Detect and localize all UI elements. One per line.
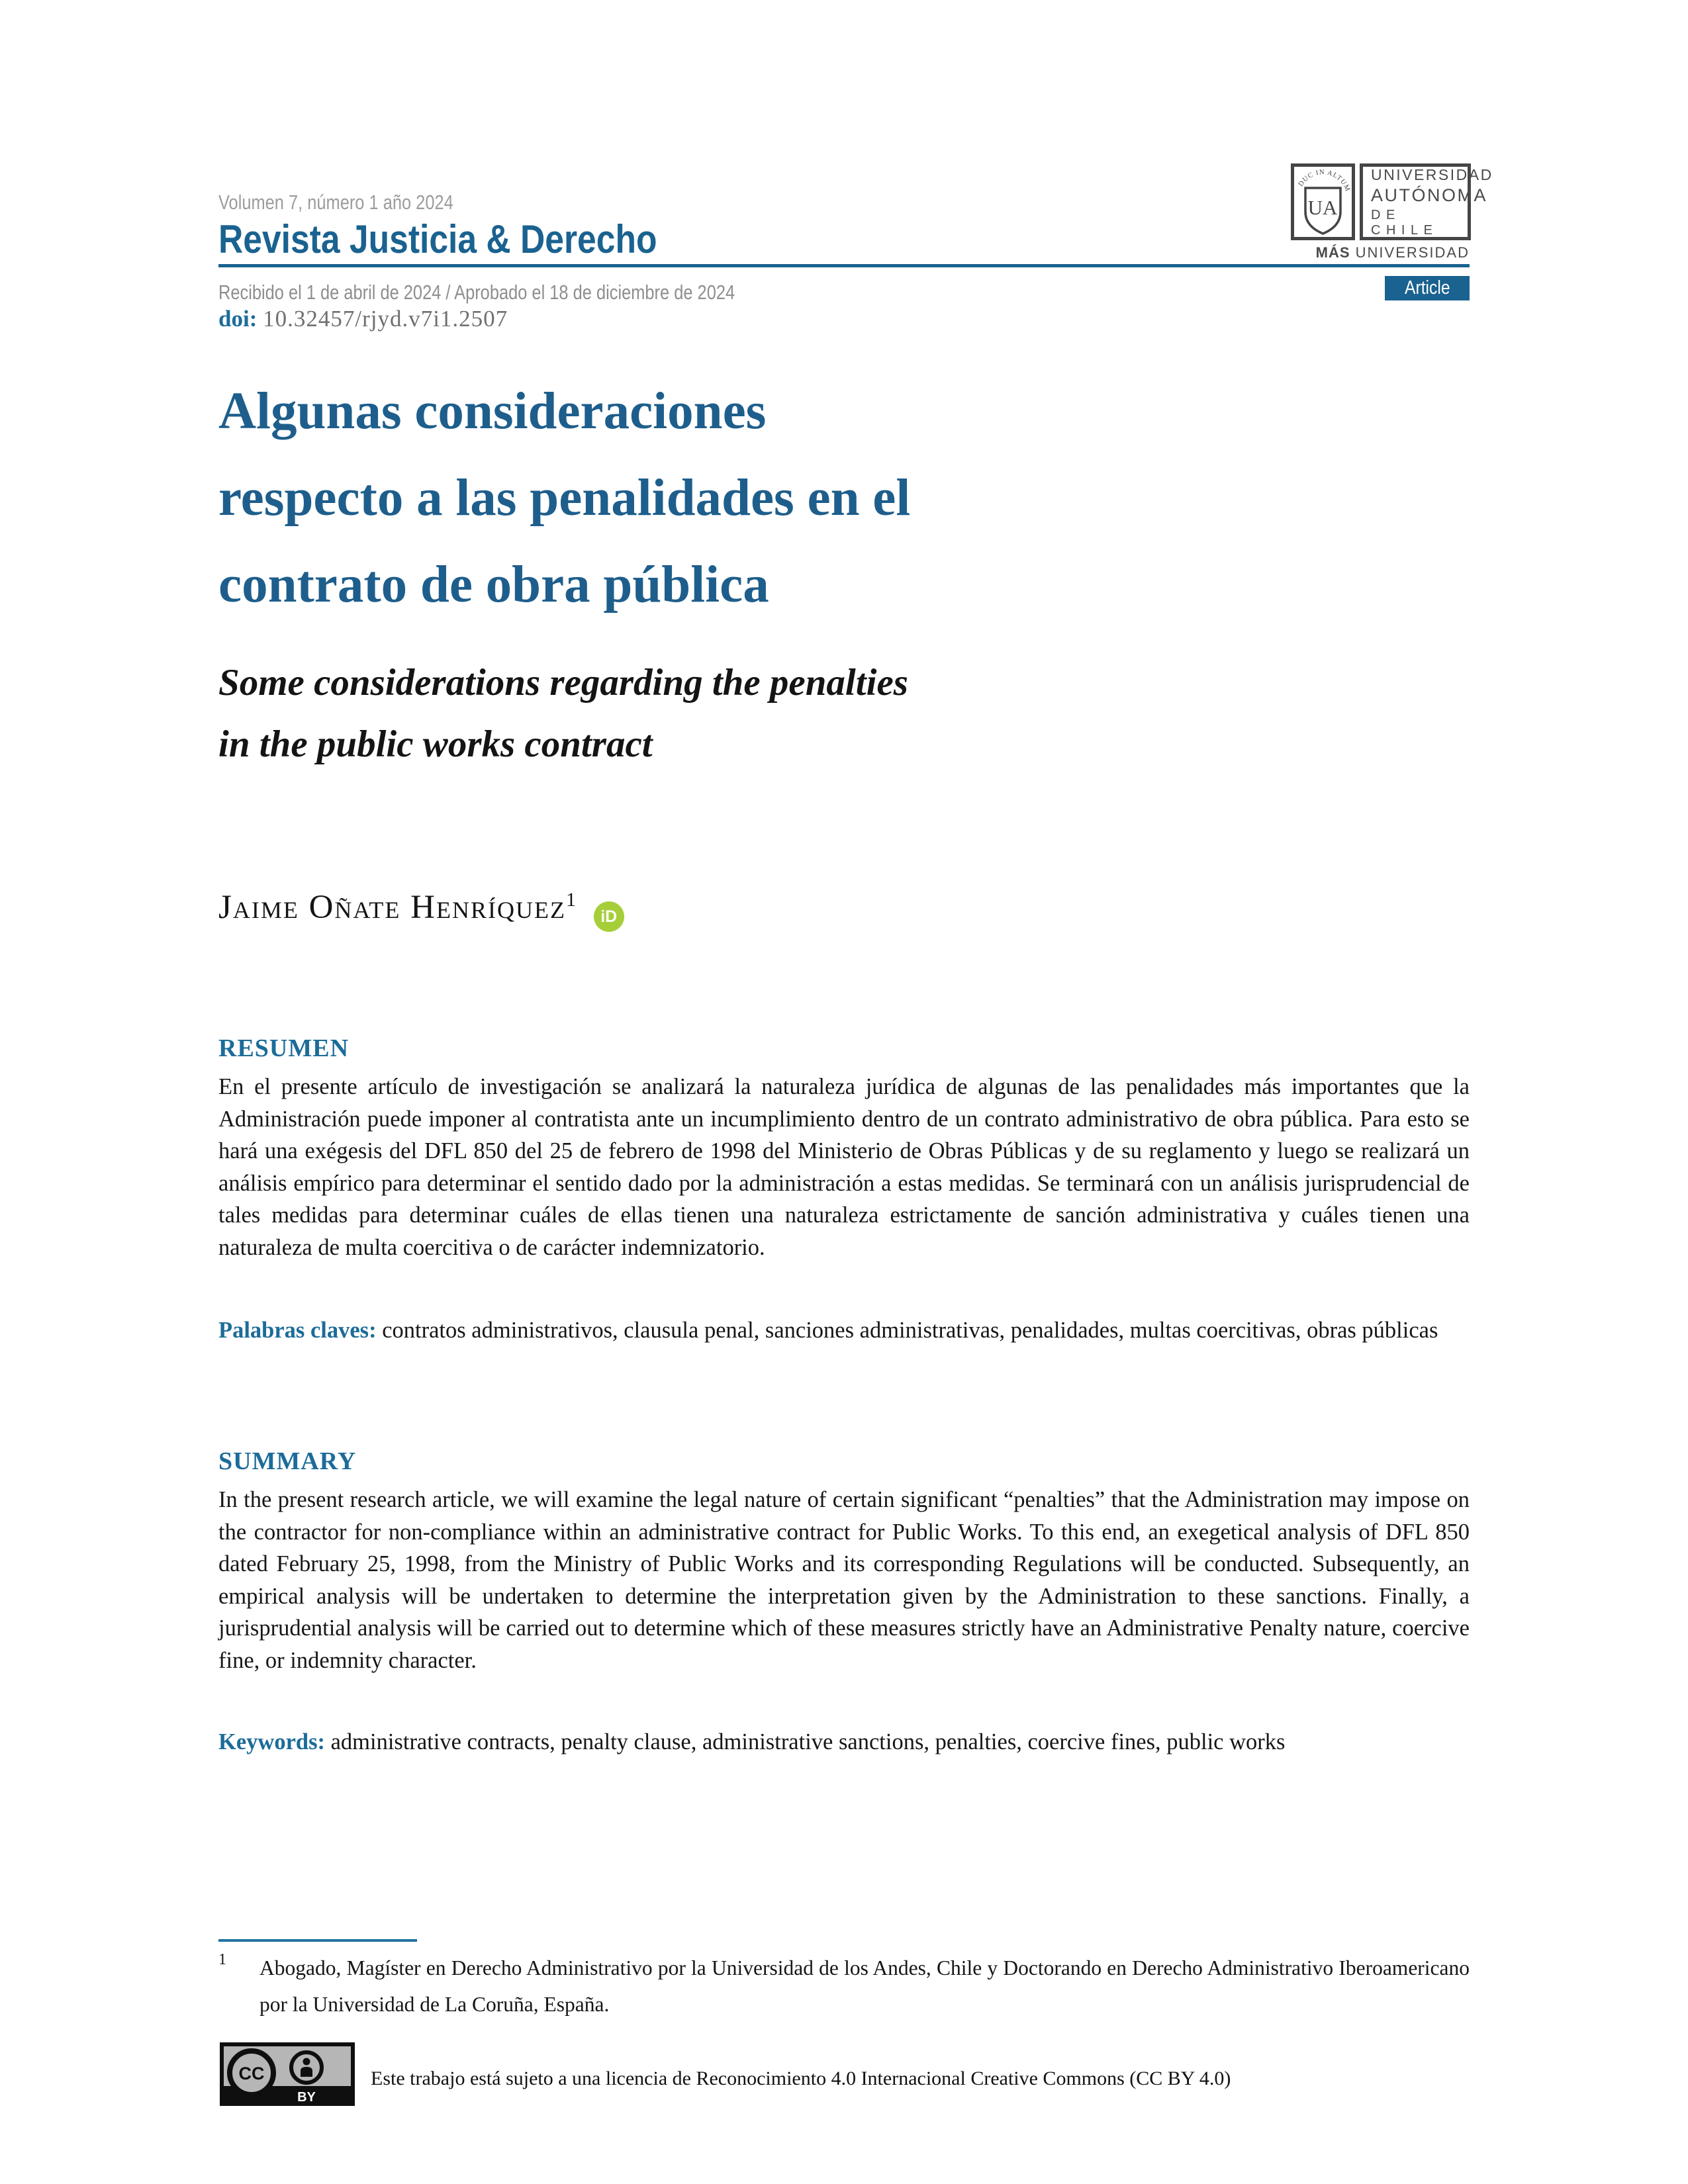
university-name-line2: AUTÓNOMA [1371, 185, 1488, 205]
by-letters: BY [297, 2090, 316, 2105]
logo-initials: UA [1307, 196, 1338, 219]
footnote-marker: 1 [218, 1951, 226, 1968]
footnote [218, 1950, 1470, 2023]
received-approved-text: Recibido el 1 de abril de 2024 / Aprobado el 18 de diciembre de 2024 [218, 281, 735, 304]
university-name-line1: UNIVERSIDAD [1371, 165, 1493, 183]
author-footnote-ref[interactable]: 1 [565, 889, 576, 911]
header-divider [218, 264, 1470, 267]
university-logo [1291, 163, 1493, 261]
orcid-icon[interactable]: iD [594, 901, 624, 932]
university-name-line3: DE CHILE [1371, 207, 1438, 238]
palabras-claves-block [218, 1314, 1470, 1347]
article-type-badge [1385, 276, 1470, 300]
university-tagline [1316, 244, 1470, 261]
doi-link[interactable]: 10.32457/rjyd.v7i1.2507 [263, 306, 508, 332]
article-title-en-line: Some considerations regarding the penalties [218, 662, 908, 704]
resumen-body: En el presente artículo de investigación se analizará la naturaleza jurídica de algunas de las penalidades más importantes que la Administración puede imponer al contratista ante un incumplimiento dentro de un contrato administrativo de obra pública. Para esto se hará una exégesis del DFL 850 del 25 de febrero de 1998 del Ministerio de Obras Públicas y de su reglamento y luego se realizará un análisis empírico para determinar el sentido dado por la administración a estas medidas. Se terminará con un análisis jurisprudencial de tales medidas para determinar cuáles de ellas tienen una naturaleza estrictamente de sanción administrativa y cuáles tienen una naturaleza de multa coercitiva o de carácter indemnizatorio. [218, 1074, 1470, 1260]
logo-boxes [1291, 163, 1493, 240]
article-title-es [218, 368, 1377, 628]
footnote-divider [218, 1939, 417, 1942]
university-name-box [1360, 163, 1493, 240]
received-approved-line [218, 281, 848, 304]
article-type-label: Article [1404, 277, 1450, 298]
summary-heading: SUMMARY [218, 1447, 357, 1475]
keywords-label: Keywords: [218, 1729, 325, 1754]
resumen-heading: RESUMEN [218, 1034, 350, 1062]
cc-by-badge[interactable] [220, 2042, 355, 2106]
author-name: Jaime Oñate Henríquez [218, 889, 566, 926]
journal-name-text: Revista Justicia & Derecho [218, 217, 657, 261]
article-title-es-line: respecto a las penalidades en el [218, 469, 911, 527]
footnote-text: Abogado, Magíster en Derecho Administrativo por la Universidad de los Andes, Chile y Doctorando en Derecho Administrativo Iberoamericano por la Universidad de La Coruña, España. [259, 1956, 1470, 2016]
ua-shield-icon [1294, 167, 1352, 237]
article-title-en [218, 652, 1377, 775]
logo-motto: DUC IN ALTUM [1297, 169, 1352, 193]
volume-issue-line [218, 191, 505, 214]
article-title-es-line: Algunas consideraciones [218, 383, 767, 440]
author-line [218, 888, 624, 932]
university-tagline-rest: UNIVERSIDAD [1350, 244, 1470, 261]
cc-letters: CC [238, 2064, 265, 2083]
university-tagline-bold: MÁS [1315, 244, 1350, 261]
palabras-claves-list: contratos administrativos, clausula penal, sanciones administrativas, penalidades, multas coercitivas, obras públicas [376, 1318, 1438, 1343]
cc-by-badge-icon [220, 2042, 355, 2106]
license-text: Este trabajo está sujeto a una licencia de Reconocimiento 4.0 Internacional Creative Commons (CC BY 4.0) [371, 2068, 1231, 2089]
doi-line [218, 306, 508, 332]
palabras-claves-label: Palabras claves: [218, 1318, 377, 1343]
keywords-block [218, 1726, 1470, 1758]
article-title-en-line: in the public works contract [218, 723, 653, 765]
article-title-es-line: contrato de obra pública [218, 556, 769, 614]
volume-issue-text: Volumen 7, número 1 año 2024 [218, 191, 453, 214]
ua-shield-box [1291, 163, 1355, 240]
keywords-list: administrative contracts, penalty clause, administrative sanctions, penalties, coercive fines, public works [324, 1729, 1286, 1754]
journal-name [218, 216, 728, 263]
doi-label: doi: [218, 306, 258, 332]
summary-body: In the present research article, we will examine the legal nature of certain significant “penalties” that the Administration may impose on the contractor for non-compliance within an administrative contract for Public Works. To this end, an exegetical analysis of DFL 850 dated February 25, 1998, from the Ministry of Public Works and its corresponding Regulations will be conducted. Subsequently, an empirical analysis will be undertaken to determine the interpretation given by the Administration to these sanctions. Finally, a jurisprudential analysis will be carried out to determine which of these measures strictly have an Administrative Penalty nature, coercive fine, or indemnity character. [218, 1487, 1470, 1673]
